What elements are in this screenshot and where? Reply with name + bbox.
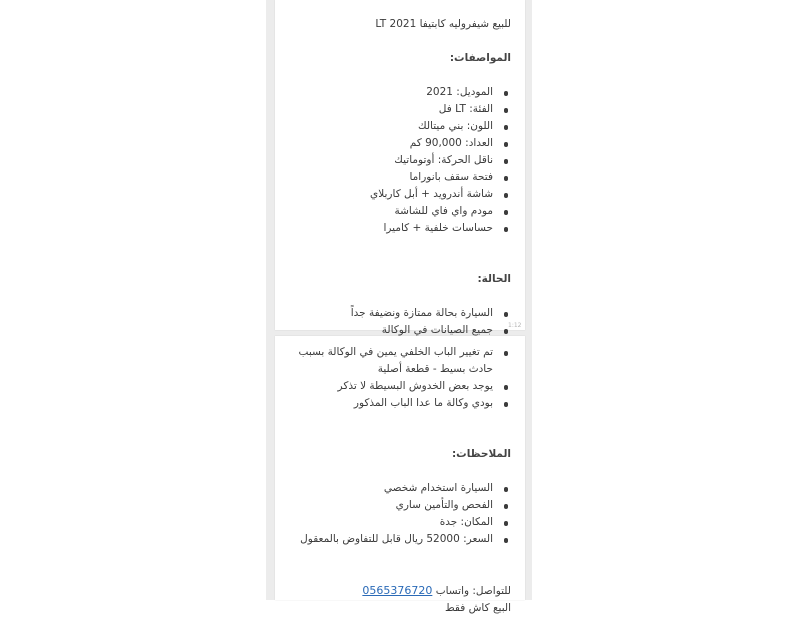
message-bubble-1 [275, 0, 525, 336]
list-item: ناقل الحركة: أوتوماتيك [275, 152, 511, 169]
message-body-1 [275, 0, 525, 339]
phone-link[interactable]: 0565376720 [362, 584, 433, 597]
spacer [275, 463, 511, 480]
spacer [275, 237, 511, 254]
list-item: السيارة بحالة ممتازة ونضيفة جداً [275, 305, 511, 322]
spacer [275, 288, 511, 305]
message-body-2 [275, 336, 525, 617]
listing-title: للبيع شيفروليه كابتيفا LT 2021 [375, 18, 511, 30]
list-item: شاشة أندرويد + أبل كاربلاي [275, 186, 511, 203]
notes-list [275, 480, 511, 548]
specs-list [275, 84, 511, 237]
list-item: الفئة: LT فل [275, 101, 511, 118]
condition-list-continued [275, 344, 511, 412]
list-item: الموديل: 2021 [275, 84, 511, 101]
condition-list [275, 305, 511, 339]
list-item: المكان: جدة [275, 514, 511, 531]
spacer [275, 548, 511, 565]
list-item: الفحص والتأمين ساري [275, 497, 511, 514]
notes-heading: الملاحظات: [451, 448, 511, 460]
spacer [275, 565, 511, 582]
list-item: تم تغيير الباب الخلفي يمين في الوكالة بسبب حادث بسيط - قطعة أصلية [283, 344, 511, 378]
list-item: فتحة سقف بانوراما [275, 169, 511, 186]
list-item: السعر: 52000 ريال قابل للتفاوض بالمعقول [275, 531, 511, 548]
list-item: العداد: 90,000 كم [275, 135, 511, 152]
list-item: السيارة استخدام شخصي [275, 480, 511, 497]
contact-label: للتواصل: واتساب [432, 585, 511, 597]
spacer [275, 429, 511, 446]
specs-heading: المواصفات: [449, 52, 511, 64]
spacer [275, 67, 511, 84]
spacer [275, 412, 511, 429]
spacer [275, 33, 511, 50]
condition-heading: الحالة: [477, 273, 511, 285]
message-bubble-2 [275, 336, 525, 614]
spacer [275, 254, 511, 271]
list-item: اللون: بني ميتالك [275, 118, 511, 135]
list-item: يوجد بعض الخدوش البسيطة لا تذكر [275, 378, 511, 395]
list-item: مودم واي فاي للشاشة [275, 203, 511, 220]
list-item: بودي وكالة ما عدا الباب المذكور [275, 395, 511, 412]
message-timestamp: 1:12 [508, 322, 522, 329]
cash-only-note: البيع كاش فقط [444, 602, 511, 614]
list-item: حساسات خلفية + كاميرا [275, 220, 511, 237]
contact-line [275, 582, 511, 600]
list-item: جميع الصيانات في الوكالة [275, 322, 511, 339]
